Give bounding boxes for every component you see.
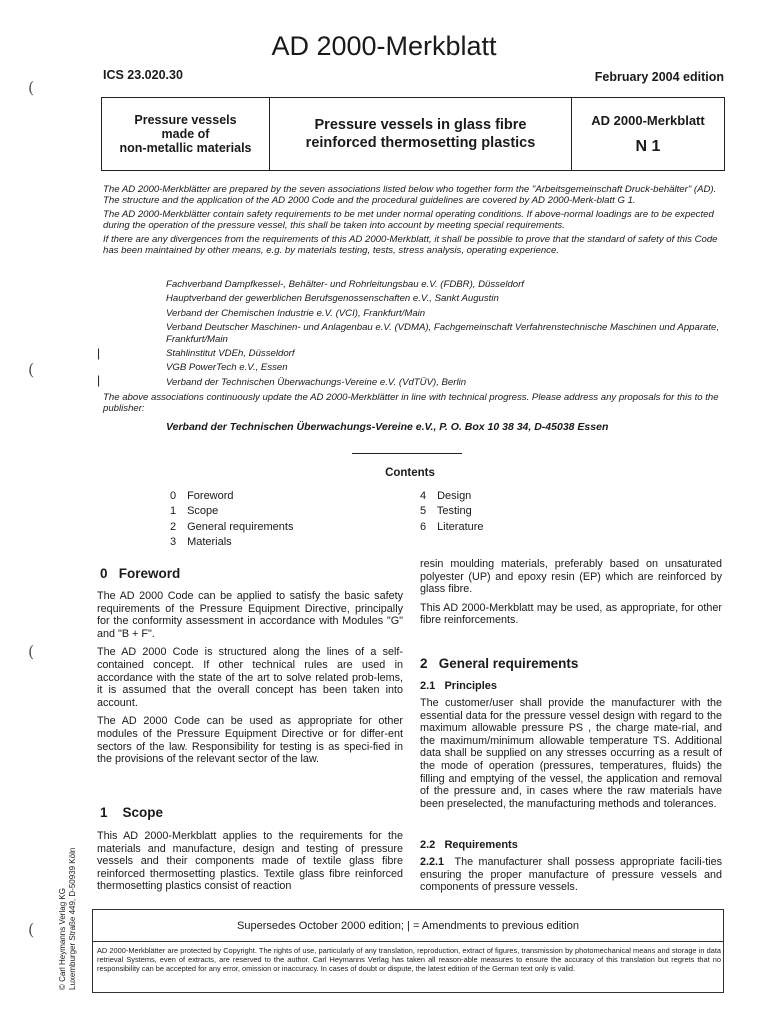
contents-number: 3 (170, 535, 177, 548)
header-category-line: non-metallic materials (119, 141, 252, 155)
header-subject-line: reinforced thermosetting plastics (305, 135, 536, 151)
association-item: Hauptverband der gewerblichen Berufsgenossenschaften e.V., Sankt Augustin (166, 293, 499, 305)
intro-section (103, 184, 725, 258)
contents-list-right (420, 489, 484, 535)
amendment-bar: | (97, 373, 101, 387)
contents-list-left (170, 489, 293, 550)
body-paragraph: The customer/user shall provide the manufacturer with the essential data for the pressure vessel design with regard to the maximum allowable pressure PS , the charge mate-rial, and the maximum/minimum allowable temperature TS. Additional data shall be supplied on any stresses occurring as a result of the mode of operation (pressures, temperatures, fluids) the filling and emptying of the vessel, the application and removal of the pressure and, in cases where the raw materials have been preselected, the manufacturing methods and tolerances. (420, 697, 722, 810)
contents-label: Literature (437, 520, 484, 533)
scope-continued (420, 558, 722, 633)
edition-date: February 2004 edition (594, 70, 724, 84)
publisher-address: Verband der Technischen Überwachungs-Vereine e.V., P. O. Box 10 38 34, D-45038 Essen (166, 421, 609, 433)
supersedes-note: Supersedes October 2000 edition; | = Amendments to previous edition (93, 910, 723, 942)
header-category-line: made of (161, 127, 210, 141)
requirements-text (420, 856, 722, 900)
contents-item[interactable] (170, 535, 293, 550)
association-item: Verband der Technischen Überwachungs-Vereine e.V. (VdTÜV), Berlin (166, 376, 467, 388)
ics-code: ICS 23.020.30 (103, 68, 183, 82)
contents-label: Testing (436, 505, 472, 518)
section-number: 1 (100, 805, 108, 820)
section-number: 0 (100, 566, 108, 581)
contents-number: 1 (170, 505, 177, 518)
foreword-text (97, 590, 403, 772)
contents-number: 5 (420, 505, 427, 518)
contents-number: 4 (420, 490, 427, 502)
intro-paragraph: If there are any divergences from the requirements of this AD 2000-Merkblatt, it shall be possible to prove that the standard of safety of this Code has been maintained by other means, e.g. by materials testing, tests, stress analysis, operating experience. (103, 233, 718, 257)
associations-list (166, 279, 726, 391)
subsection-title: Principles (444, 680, 498, 692)
publisher-street: Luxemburger Straße 449, D-50939 Köln (68, 847, 77, 990)
subsection-title: Requirements (444, 839, 518, 851)
body-paragraph: The AD 2000 Code can be used as appropriate for other modules of the Pressure Equipment Directive or for differ-ent sectors of the law. Responsibility for testing is as speci-fied in the provisions of the relevant sector of the law. (97, 715, 403, 766)
publisher-sidebar (58, 820, 78, 990)
subsection-number: 2.1 (420, 680, 436, 692)
association-item: Verband Deutscher Maschinen- und Anlagenbau e.V. (VDMA), Fachgemeinschaft Verfahrenstechnische Maschinen und Apparate, Frankfurt/Main (166, 322, 720, 345)
association-item: VGB PowerTech e.V., Essen (166, 362, 288, 374)
section-divider (352, 453, 462, 454)
footer-box (92, 909, 724, 993)
contents-item[interactable] (170, 520, 293, 535)
header-category (102, 98, 270, 170)
contents-label: General requirements (187, 520, 294, 533)
margin-mark: ( (28, 920, 35, 939)
subsection-heading-principles (420, 680, 497, 692)
association-item: Stahlinstitut VDEh, Düsseldorf (166, 348, 295, 360)
amendment-bar: | (97, 346, 101, 360)
body-paragraph (420, 856, 722, 894)
section-title: Scope (122, 805, 164, 820)
body-paragraph: The AD 2000 Code is structured along the lines of a self-contained concept. If other technical rules are used in accordance with the state of the art to solve related prob-lems, it is assumed that the overall concept has been taken into account. (97, 646, 403, 709)
section-heading-foreword (100, 566, 180, 581)
contents-item[interactable] (170, 489, 293, 504)
contents-number: 0 (170, 490, 177, 502)
body-paragraph: resin moulding materials, preferably based on unsaturated polyester (UP) and epoxy resin (EP) which are reinforced by glass fibre. (420, 558, 722, 596)
document-title: AD 2000-Merkblatt (271, 31, 497, 61)
body-paragraph: The AD 2000 Code can be applied to satisfy the basic safety requirements of the Pressure Equipment Directive, principally for the conformity assessment in accordance with Modules "G" and "B + F". (97, 590, 403, 640)
contents-heading: Contents (385, 467, 435, 479)
principles-text (420, 697, 722, 816)
contents-number: 6 (420, 520, 427, 533)
association-item: Verband der Chemischen Industrie e.V. (VCI), Frankfurt/Main (166, 307, 426, 319)
header-code-number: N 1 (635, 138, 661, 155)
margin-mark: ( (28, 642, 35, 661)
section-number: 2 (420, 656, 428, 671)
margin-mark: ( (28, 78, 35, 97)
contents-number: 2 (170, 520, 177, 533)
copyright-notice: AD 2000-Merkblätter are protected by Copyright. The rights of use, particularly of any translation, reproduction, extract of figures, transmission by photomechanical means and storage in data retrieval Systems, even of extracts, are reserved to the author. Carl Heymanns Verlag has taken all reason-able measures to ensure the accuracy of this translation but regrets that no responsibility can be accepted for any error, omission or inaccuracy. In cases of doubt or dispute, the latest edition of the German text only is valid. (97, 946, 721, 974)
header-subject-line: Pressure vessels in glass fibre (314, 117, 527, 133)
contents-item[interactable] (170, 504, 293, 519)
scope-text (97, 830, 403, 899)
intro-paragraph: The AD 2000-Merkblätter are prepared by the seven associations listed below who together form the "Arbeitsgemeinschaft Druck-behälter" (AD). The structure and the application of the AD 2000 Code and the procedural guidelines are covered by AD 2000-Merk-blatt G 1. (103, 184, 717, 207)
intro-paragraph: The AD 2000-Merkblätter contain safety requirements to be met under normal operating conditions. If above-normal loadings are to be expected during the operation of the pressure vessel, this shall be taken into account by meeting special requirements. (103, 208, 714, 232)
margin-mark: ( (28, 360, 35, 379)
header-box (101, 97, 725, 171)
section-title: General requirements (438, 656, 579, 671)
clause-text: The manufacturer shall possess appropriate facili-ties ensuring the proper manufacture of pressure vessels and components of pressure vessels. (420, 856, 722, 894)
contents-label: Foreword (187, 490, 234, 502)
header-code (572, 98, 724, 170)
header-subject (270, 98, 572, 170)
section-title: Foreword (118, 566, 181, 581)
association-item: Fachverband Dampfkessel-, Behälter- und Rohrleitungsbau e.V. (FDBR), Düsseldorf (166, 279, 524, 290)
section-heading-scope (100, 805, 163, 820)
contents-item[interactable] (420, 504, 484, 519)
subsection-heading-requirements (420, 839, 518, 851)
header-code-label: AD 2000-Merkblatt (591, 113, 705, 128)
subsection-number: 2.2 (420, 839, 436, 851)
contents-label: Materials (187, 535, 232, 548)
contents-label: Design (437, 490, 472, 502)
body-paragraph: This AD 2000-Merkblatt applies to the requirements for the materials and manufacture, design and testing of pressure vessels and their components made of textile glass fibre reinforced thermosetting plastics. Textile glass fibre reinforced thermosetting plastics consist of reaction (97, 830, 403, 893)
publisher-note: The above associations continuously update the AD 2000-Merkblätter in line with technical progress. Please address any proposals for this to the publisher: (103, 392, 719, 415)
contents-item[interactable] (420, 489, 484, 504)
publisher-name: © Carl Heymanns Verlag KG (58, 888, 67, 990)
clause-number: 2.2.1 (420, 856, 445, 868)
header-category-line: Pressure vessels (134, 113, 237, 127)
contents-label: Scope (187, 505, 219, 518)
section-heading-general (420, 656, 578, 671)
contents-item[interactable] (420, 520, 484, 535)
body-paragraph: This AD 2000-Merkblatt may be used, as appropriate, for other fibre reinforcements. (420, 601, 722, 627)
